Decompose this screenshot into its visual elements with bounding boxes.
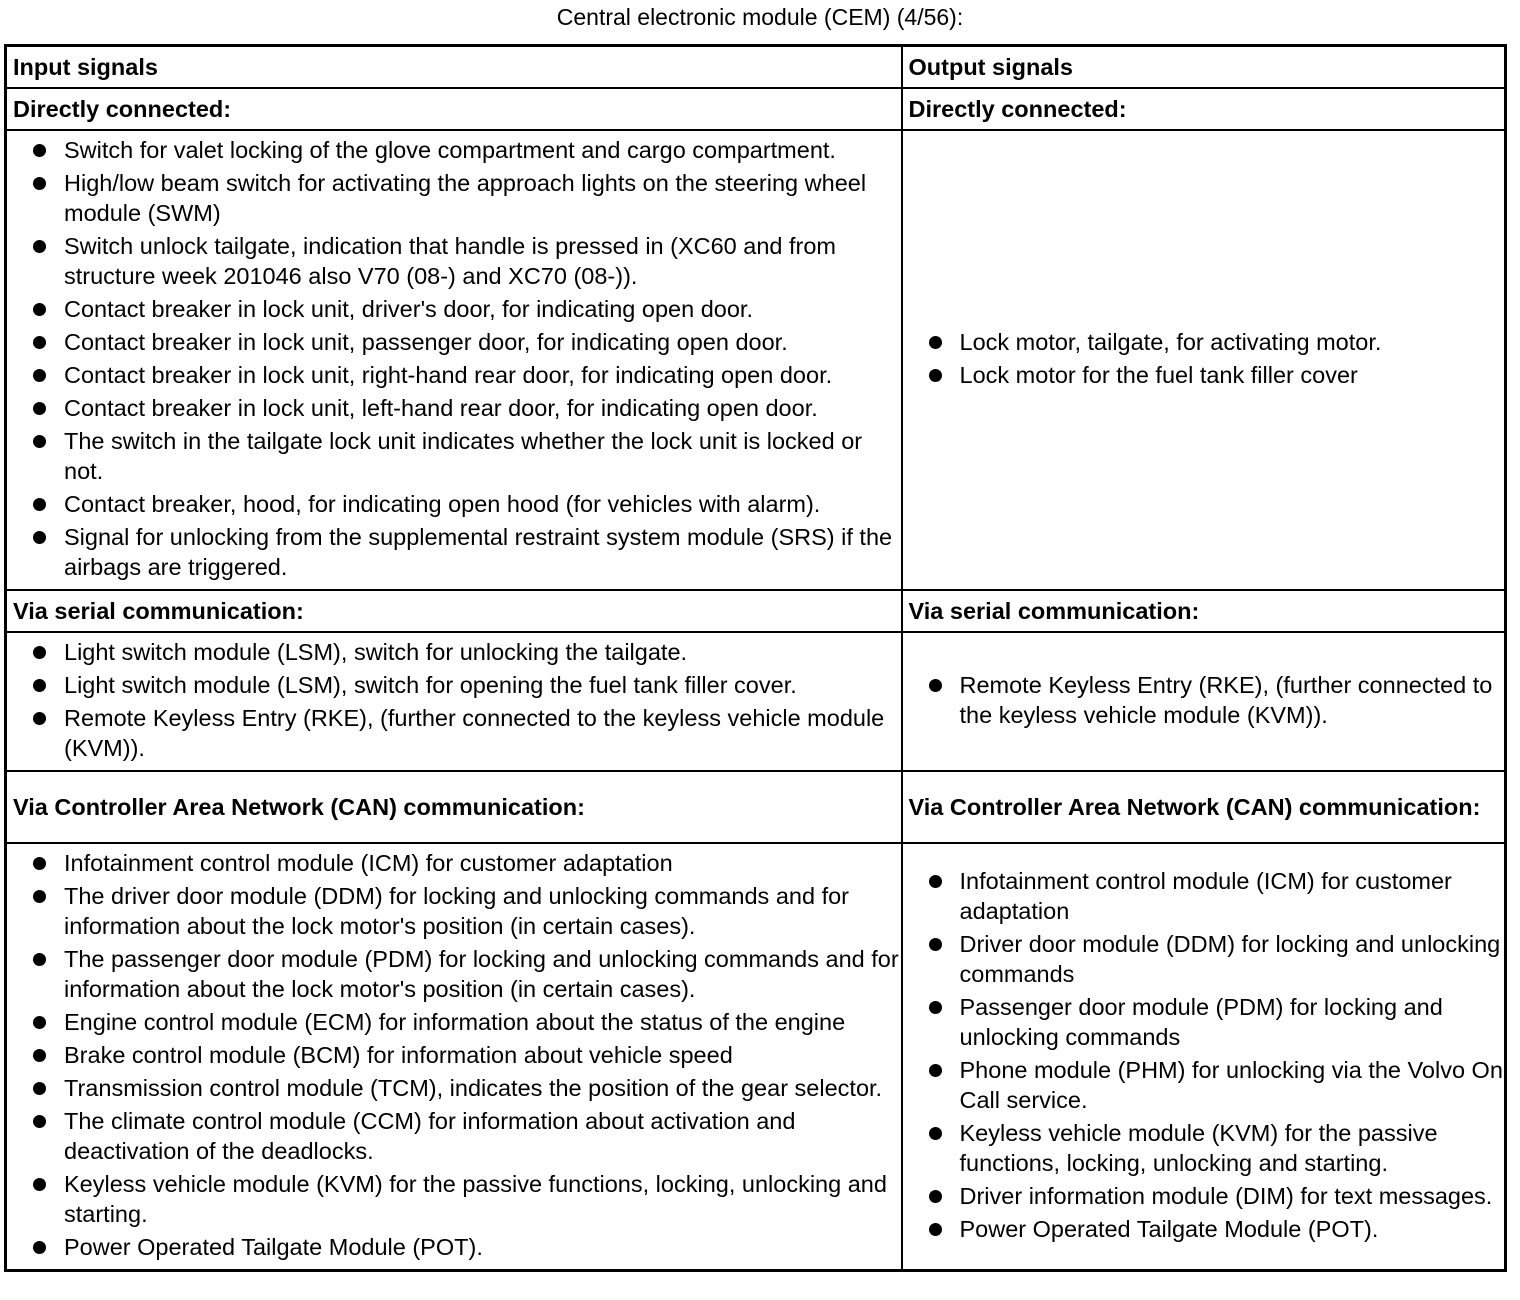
list-item-text: Brake control module (BCM) for information about vehicle speed [64, 1042, 733, 1068]
list-item [13, 522, 901, 582]
bullet-icon [929, 336, 942, 349]
input-items-cell [6, 632, 902, 771]
bullet-icon [929, 938, 942, 951]
output-items-cell [902, 843, 1506, 1271]
page-title: Central electronic module (CEM) (4/56): [556, 4, 964, 30]
list-item [909, 360, 1505, 390]
section-content-row [6, 632, 1506, 771]
bullet-icon [33, 177, 46, 190]
list-item-text: High/low beam switch for activating the approach lights on the steering wheel module (SWM) [64, 170, 867, 226]
bullet-icon [33, 369, 46, 382]
list-item [13, 1040, 901, 1070]
list-item [13, 881, 901, 941]
list-item [909, 1181, 1505, 1211]
bullet-icon [33, 1178, 46, 1191]
list-item-text: Driver door module (DDM) for locking and unlocking commands [959, 931, 1501, 987]
bullet-icon [33, 646, 46, 659]
input-item-list [13, 844, 901, 1269]
list-item [13, 670, 901, 700]
list-item-text: Engine control module (ECM) for information about the status of the engine [64, 1009, 846, 1035]
list-item-text: The passenger door module (PDM) for locking and unlocking commands and for information about the lock motor's position (in certain cases). [64, 946, 899, 1002]
list-item-text: The climate control module (CCM) for information about activation and deactivation of the deadlocks. [64, 1108, 796, 1164]
list-item-text: Contact breaker in lock unit, passenger door, for indicating open door. [64, 329, 788, 355]
bullet-icon [33, 857, 46, 870]
section-content-row [6, 130, 1506, 590]
list-item [13, 1106, 901, 1166]
bullet-icon [33, 498, 46, 511]
bullet-icon [929, 875, 942, 888]
list-item [909, 670, 1505, 730]
list-item [13, 294, 901, 324]
input-item-list [13, 131, 901, 589]
bullet-icon [33, 1241, 46, 1254]
list-item-text: Switch unlock tailgate, indication that handle is pressed in (XC60 and from structure week 201046 also V70 (08-) and XC70 (08-)). [64, 233, 837, 289]
list-item-text: Infotainment control module (ICM) for customer adaptation [959, 868, 1452, 924]
list-item [13, 1073, 901, 1103]
list-item-text: Switch for valet locking of the glove compartment and cargo compartment. [64, 137, 836, 163]
list-item [13, 1007, 901, 1037]
list-item [13, 848, 901, 878]
list-item-text: Phone module (PHM) for unlocking via the Volvo On Call service. [959, 1057, 1503, 1113]
list-item-text: Power Operated Tailgate Module (POT). [959, 1216, 1379, 1242]
list-item [13, 231, 901, 291]
list-item-text: Passenger door module (PDM) for locking and unlocking commands [959, 994, 1443, 1050]
list-item [13, 637, 901, 667]
section-heading-row [6, 590, 1506, 632]
list-item-text: Contact breaker in lock unit, driver's door, for indicating open door. [64, 296, 753, 322]
list-item [13, 360, 901, 390]
list-item [13, 1232, 901, 1262]
output-section-heading: Via Controller Area Network (CAN) communication: [902, 771, 1506, 843]
list-item-text: Lock motor, tailgate, for activating motor. [959, 329, 1382, 355]
bullet-icon [33, 953, 46, 966]
input-item-list [13, 633, 901, 770]
bullet-icon [929, 1223, 942, 1236]
section-heading-row [6, 88, 1506, 130]
input-items-cell [6, 843, 902, 1271]
list-item-text: Contact breaker, hood, for indicating open hood (for vehicles with alarm). [64, 491, 821, 517]
list-item [909, 327, 1505, 357]
bullet-icon [929, 1190, 942, 1203]
list-item [909, 866, 1505, 926]
list-item [13, 327, 901, 357]
list-item-text: Infotainment control module (ICM) for customer adaptation [64, 850, 673, 876]
list-item [909, 1118, 1505, 1178]
bullet-icon [33, 303, 46, 316]
bullet-icon [33, 144, 46, 157]
list-item-text: Contact breaker in lock unit, right-hand rear door, for indicating open door. [64, 362, 833, 388]
output-items-cell [902, 130, 1506, 590]
bullet-icon [33, 336, 46, 349]
header-row [6, 46, 1506, 89]
list-item-text: Light switch module (LSM), switch for opening the fuel tank filler cover. [64, 672, 797, 698]
list-item-text: Remote Keyless Entry (RKE), (further connected to the keyless vehicle module (KVM)). [959, 672, 1493, 728]
list-item-text: Light switch module (LSM), switch for unlocking the tailgate. [64, 639, 688, 665]
list-item-text: Driver information module (DIM) for text messages. [959, 1183, 1493, 1209]
output-item-list [909, 666, 1505, 737]
bullet-icon [33, 1016, 46, 1029]
output-signals-header: Output signals [902, 46, 1506, 89]
list-item [13, 703, 901, 763]
list-item [909, 1214, 1505, 1244]
list-item-text: Signal for unlocking from the supplemental restraint system module (SRS) if the airbags are triggered. [64, 524, 893, 580]
bullet-icon [929, 1064, 942, 1077]
section-content-row [6, 843, 1506, 1271]
output-item-list [909, 862, 1505, 1251]
bullet-icon [33, 1049, 46, 1062]
bullet-icon [33, 1082, 46, 1095]
list-item [13, 1169, 901, 1229]
bullet-icon [33, 435, 46, 448]
output-items-cell [902, 632, 1506, 771]
list-item-text: Transmission control module (TCM), indicates the position of the gear selector. [64, 1075, 883, 1101]
list-item [13, 168, 901, 228]
output-section-heading: Via serial communication: [902, 590, 1506, 632]
bullet-icon [929, 1001, 942, 1014]
list-item-text: Power Operated Tailgate Module (POT). [64, 1234, 483, 1260]
bullet-icon [929, 1127, 942, 1140]
bullet-icon [33, 890, 46, 903]
bullet-icon [33, 712, 46, 725]
list-item-text: The switch in the tailgate lock unit indicates whether the lock unit is locked or not. [64, 428, 863, 484]
list-item [13, 426, 901, 486]
output-item-list [909, 323, 1505, 397]
list-item-text: Remote Keyless Entry (RKE), (further connected to the keyless vehicle module (KVM)). [64, 705, 885, 761]
list-item-text: Lock motor for the fuel tank filler cover [959, 362, 1358, 388]
input-section-heading: Via serial communication: [6, 590, 902, 632]
list-item [13, 393, 901, 423]
list-item [13, 944, 901, 1004]
bullet-icon [33, 531, 46, 544]
list-item [13, 135, 901, 165]
input-signals-header: Input signals [6, 46, 902, 89]
list-item [909, 1055, 1505, 1115]
input-items-cell [6, 130, 902, 590]
bullet-icon [929, 679, 942, 692]
list-item-text: Contact breaker in lock unit, left-hand rear door, for indicating open door. [64, 395, 818, 421]
output-section-heading: Directly connected: [902, 88, 1506, 130]
bullet-icon [929, 369, 942, 382]
signals-table [4, 44, 1507, 1272]
input-section-heading: Via Controller Area Network (CAN) communication: [6, 771, 902, 843]
list-item-text: Keyless vehicle module (KVM) for the passive functions, locking, unlocking and starting. [959, 1120, 1438, 1176]
list-item [909, 929, 1505, 989]
bullet-icon [33, 402, 46, 415]
bullet-icon [33, 1115, 46, 1128]
list-item-text: Keyless vehicle module (KVM) for the passive functions, locking, unlocking and starting. [64, 1171, 887, 1227]
bullet-icon [33, 240, 46, 253]
input-section-heading: Directly connected: [6, 88, 902, 130]
list-item-text: The driver door module (DDM) for locking and unlocking commands and for information about the lock motor's position (in certain cases). [64, 883, 849, 939]
list-item [909, 992, 1505, 1052]
list-item [13, 489, 901, 519]
section-heading-row [6, 771, 1506, 843]
bullet-icon [33, 679, 46, 692]
